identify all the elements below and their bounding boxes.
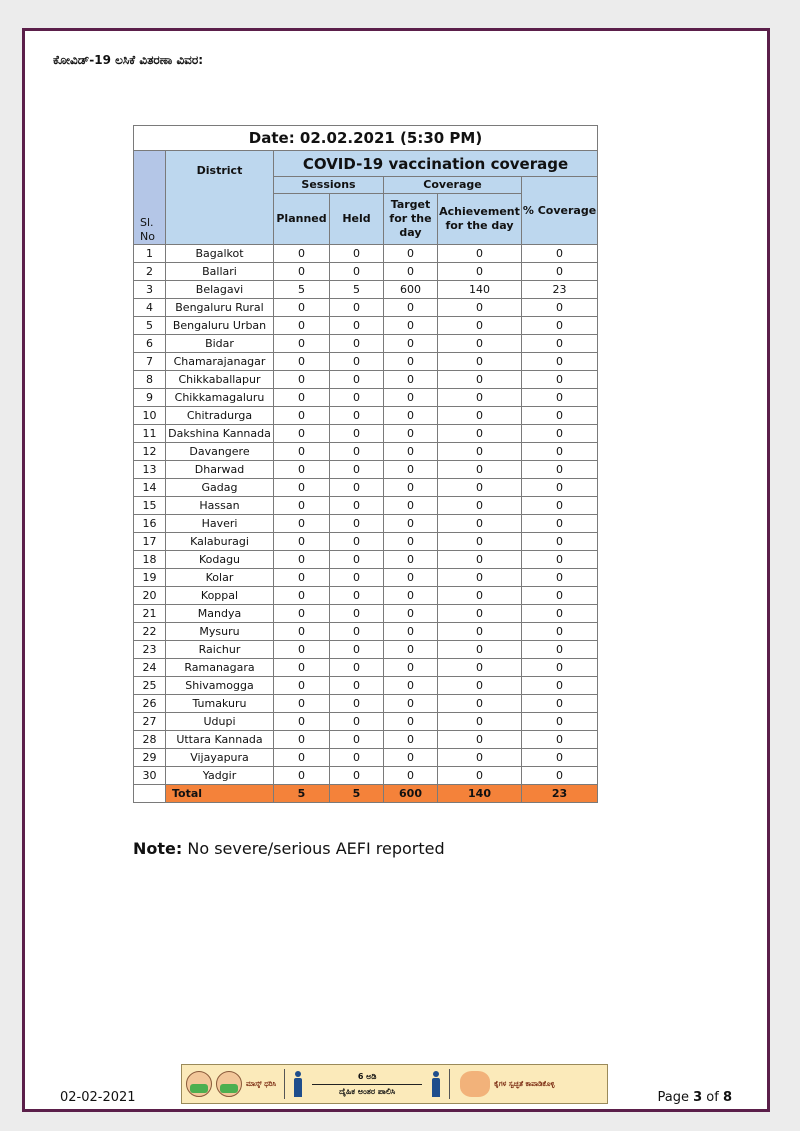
- total-pct: 23: [522, 785, 598, 803]
- table-row: [134, 389, 598, 407]
- table-row: [134, 407, 598, 425]
- coverage-header: Coverage: [384, 177, 522, 194]
- row-district: Chikkaballapur: [166, 371, 274, 389]
- row-sl-no: 20: [134, 587, 166, 605]
- masked-face-icon: [216, 1071, 242, 1097]
- row-pct: 0: [522, 497, 598, 515]
- row-achievement: 0: [438, 749, 522, 767]
- table-row: [134, 461, 598, 479]
- row-pct: 0: [522, 425, 598, 443]
- row-planned: 0: [274, 695, 330, 713]
- row-planned: 0: [274, 299, 330, 317]
- row-district: Yadgir: [166, 767, 274, 785]
- row-pct: 0: [522, 659, 598, 677]
- row-target: 0: [384, 299, 438, 317]
- row-district: Bagalkot: [166, 245, 274, 263]
- row-held: 0: [330, 767, 384, 785]
- row-held: 0: [330, 371, 384, 389]
- row-district: Dakshina Kannada: [166, 425, 274, 443]
- row-pct: 0: [522, 533, 598, 551]
- note-label: Note:: [133, 839, 183, 858]
- vaccination-table: [133, 125, 598, 803]
- row-achievement: 0: [438, 605, 522, 623]
- row-sl-no: 30: [134, 767, 166, 785]
- row-target: 0: [384, 587, 438, 605]
- row-pct: 0: [522, 461, 598, 479]
- row-planned: 0: [274, 641, 330, 659]
- row-held: 5: [330, 281, 384, 299]
- row-pct: 0: [522, 749, 598, 767]
- person-icon: [293, 1071, 303, 1097]
- row-sl-no: 19: [134, 569, 166, 587]
- row-held: 0: [330, 245, 384, 263]
- row-target: 0: [384, 371, 438, 389]
- row-achievement: 0: [438, 407, 522, 425]
- table-row: [134, 425, 598, 443]
- row-target: 0: [384, 497, 438, 515]
- row-sl-no: 10: [134, 407, 166, 425]
- safety-banner: [181, 1064, 608, 1104]
- row-district: Mandya: [166, 605, 274, 623]
- row-target: 0: [384, 407, 438, 425]
- row-target: 0: [384, 767, 438, 785]
- hygiene-segment: [454, 1065, 559, 1103]
- sessions-header: Sessions: [274, 177, 384, 194]
- row-target: 0: [384, 443, 438, 461]
- row-sl-no: 1: [134, 245, 166, 263]
- row-achievement: 0: [438, 677, 522, 695]
- row-target: 0: [384, 335, 438, 353]
- row-sl-no: 6: [134, 335, 166, 353]
- row-target: 0: [384, 749, 438, 767]
- row-pct: 23: [522, 281, 598, 299]
- row-district: Ramanagara: [166, 659, 274, 677]
- row-pct: 0: [522, 713, 598, 731]
- row-sl-no: 24: [134, 659, 166, 677]
- planned-header: Planned: [274, 194, 330, 245]
- date-title: Date: 02.02.2021 (5:30 PM): [134, 126, 598, 151]
- pct-coverage-header: % Coverage: [522, 177, 598, 245]
- table-row: [134, 245, 598, 263]
- row-held: 0: [330, 641, 384, 659]
- row-target: 0: [384, 533, 438, 551]
- document-page: [22, 28, 770, 1112]
- row-planned: 0: [274, 767, 330, 785]
- row-target: 0: [384, 569, 438, 587]
- row-sl-no: 15: [134, 497, 166, 515]
- row-held: 0: [330, 425, 384, 443]
- hand-wash-icon: [460, 1071, 490, 1097]
- table-row: [134, 479, 598, 497]
- row-planned: 0: [274, 461, 330, 479]
- document-heading: ಕೋವಿಡ್-19 ಲಸಿಕೆ ವಿತರಣಾ ವಿವರ:: [53, 53, 204, 67]
- sl-no-header: Sl. No: [134, 151, 166, 245]
- row-district: Haveri: [166, 515, 274, 533]
- row-sl-no: 29: [134, 749, 166, 767]
- row-sl-no: 22: [134, 623, 166, 641]
- table-row: [134, 713, 598, 731]
- coverage-title: COVID-19 vaccination coverage: [274, 151, 598, 177]
- row-pct: 0: [522, 677, 598, 695]
- row-achievement: 0: [438, 641, 522, 659]
- row-planned: 0: [274, 371, 330, 389]
- row-district: Shivamogga: [166, 677, 274, 695]
- row-target: 0: [384, 677, 438, 695]
- row-pct: 0: [522, 479, 598, 497]
- row-pct: 0: [522, 569, 598, 587]
- table-row: [134, 497, 598, 515]
- district-header: District: [166, 151, 274, 245]
- row-district: Uttara Kannada: [166, 731, 274, 749]
- row-held: 0: [330, 479, 384, 497]
- row-held: 0: [330, 605, 384, 623]
- row-district: Belagavi: [166, 281, 274, 299]
- row-achievement: 0: [438, 551, 522, 569]
- total-blank: [134, 785, 166, 803]
- table-row: [134, 569, 598, 587]
- row-sl-no: 13: [134, 461, 166, 479]
- row-sl-no: 27: [134, 713, 166, 731]
- row-district: Chitradurga: [166, 407, 274, 425]
- table-row: [134, 317, 598, 335]
- row-planned: 5: [274, 281, 330, 299]
- row-held: 0: [330, 569, 384, 587]
- row-held: 0: [330, 749, 384, 767]
- row-target: 0: [384, 479, 438, 497]
- row-held: 0: [330, 515, 384, 533]
- total-planned: 5: [274, 785, 330, 803]
- row-held: 0: [330, 263, 384, 281]
- table-row: [134, 695, 598, 713]
- row-district: Bidar: [166, 335, 274, 353]
- row-achievement: 0: [438, 425, 522, 443]
- row-pct: 0: [522, 587, 598, 605]
- row-target: 0: [384, 641, 438, 659]
- row-sl-no: 26: [134, 695, 166, 713]
- row-target: 0: [384, 623, 438, 641]
- table-row: [134, 281, 598, 299]
- row-pct: 0: [522, 407, 598, 425]
- row-sl-no: 12: [134, 443, 166, 461]
- row-district: Bengaluru Rural: [166, 299, 274, 317]
- hygiene-text: ಕೈಗಳ ಸ್ವಚ್ಛತೆ ಕಾಪಾಡಿಕೊಳ್ಳಿ: [494, 1080, 555, 1088]
- row-pct: 0: [522, 317, 598, 335]
- row-achievement: 0: [438, 245, 522, 263]
- achievement-header: Achievement for the day: [438, 194, 522, 245]
- row-planned: 0: [274, 245, 330, 263]
- row-district: Mysuru: [166, 623, 274, 641]
- row-district: Kodagu: [166, 551, 274, 569]
- row-district: Dharwad: [166, 461, 274, 479]
- row-pct: 0: [522, 605, 598, 623]
- row-district: Raichur: [166, 641, 274, 659]
- row-achievement: 0: [438, 767, 522, 785]
- row-held: 0: [330, 713, 384, 731]
- row-achievement: 0: [438, 461, 522, 479]
- table-row: [134, 605, 598, 623]
- row-held: 0: [330, 407, 384, 425]
- row-held: 0: [330, 587, 384, 605]
- row-district: Ballari: [166, 263, 274, 281]
- target-header: Target for the day: [384, 194, 438, 245]
- row-district: Bengaluru Urban: [166, 317, 274, 335]
- row-planned: 0: [274, 425, 330, 443]
- row-achievement: 0: [438, 515, 522, 533]
- row-achievement: 0: [438, 587, 522, 605]
- row-target: 0: [384, 425, 438, 443]
- row-sl-no: 7: [134, 353, 166, 371]
- row-planned: 0: [274, 587, 330, 605]
- row-achievement: 0: [438, 497, 522, 515]
- table-row: [134, 767, 598, 785]
- masked-face-icon: [186, 1071, 212, 1097]
- row-planned: 0: [274, 389, 330, 407]
- table-row: [134, 299, 598, 317]
- row-pct: 0: [522, 767, 598, 785]
- row-achievement: 0: [438, 695, 522, 713]
- row-held: 0: [330, 443, 384, 461]
- row-achievement: 0: [438, 299, 522, 317]
- table-row: [134, 263, 598, 281]
- row-sl-no: 2: [134, 263, 166, 281]
- row-district: Udupi: [166, 713, 274, 731]
- table-row: [134, 551, 598, 569]
- note-text: No severe/serious AEFI reported: [182, 839, 445, 858]
- mask-segment: [182, 1065, 280, 1103]
- total-label: Total: [166, 785, 274, 803]
- row-pct: 0: [522, 389, 598, 407]
- row-target: 0: [384, 515, 438, 533]
- row-held: 0: [330, 731, 384, 749]
- table-body: [134, 245, 598, 785]
- double-arrow-icon: [312, 1084, 422, 1085]
- row-pct: 0: [522, 695, 598, 713]
- table-row: [134, 731, 598, 749]
- row-sl-no: 28: [134, 731, 166, 749]
- row-held: 0: [330, 317, 384, 335]
- row-pct: 0: [522, 443, 598, 461]
- row-achievement: 0: [438, 263, 522, 281]
- row-planned: 0: [274, 317, 330, 335]
- row-district: Tumakuru: [166, 695, 274, 713]
- mask-text: ಮಾಸ್ಕ್ ಧರಿಸಿ: [246, 1080, 277, 1088]
- person-icon: [431, 1071, 441, 1097]
- table-row: [134, 353, 598, 371]
- total-held: 5: [330, 785, 384, 803]
- row-planned: 0: [274, 335, 330, 353]
- row-pct: 0: [522, 353, 598, 371]
- table-row: [134, 659, 598, 677]
- row-pct: 0: [522, 623, 598, 641]
- distance-top-text: 6 ಅಡಿ: [357, 1071, 377, 1081]
- distance-bottom-text: ದೈಹಿಕ ಅಂತರ ಪಾಲಿಸಿ: [339, 1086, 396, 1096]
- row-planned: 0: [274, 659, 330, 677]
- row-pct: 0: [522, 551, 598, 569]
- row-district: Chamarajanagar: [166, 353, 274, 371]
- row-achievement: 0: [438, 479, 522, 497]
- row-achievement: 0: [438, 389, 522, 407]
- row-planned: 0: [274, 479, 330, 497]
- row-held: 0: [330, 695, 384, 713]
- row-target: 0: [384, 695, 438, 713]
- row-sl-no: 11: [134, 425, 166, 443]
- row-achievement: 0: [438, 335, 522, 353]
- row-sl-no: 18: [134, 551, 166, 569]
- row-district: Gadag: [166, 479, 274, 497]
- table-row: [134, 587, 598, 605]
- row-district: Kolar: [166, 569, 274, 587]
- row-pct: 0: [522, 245, 598, 263]
- row-achievement: 140: [438, 281, 522, 299]
- row-achievement: 0: [438, 569, 522, 587]
- row-planned: 0: [274, 407, 330, 425]
- row-planned: 0: [274, 731, 330, 749]
- row-planned: 0: [274, 713, 330, 731]
- row-planned: 0: [274, 677, 330, 695]
- row-pct: 0: [522, 263, 598, 281]
- row-sl-no: 23: [134, 641, 166, 659]
- row-achievement: 0: [438, 353, 522, 371]
- held-header: Held: [330, 194, 384, 245]
- row-achievement: 0: [438, 317, 522, 335]
- row-planned: 0: [274, 443, 330, 461]
- row-sl-no: 3: [134, 281, 166, 299]
- row-pct: 0: [522, 371, 598, 389]
- row-target: 0: [384, 389, 438, 407]
- row-planned: 0: [274, 551, 330, 569]
- row-planned: 0: [274, 533, 330, 551]
- row-held: 0: [330, 389, 384, 407]
- row-planned: 0: [274, 515, 330, 533]
- row-held: 0: [330, 533, 384, 551]
- total-row: [134, 785, 598, 803]
- row-pct: 0: [522, 515, 598, 533]
- row-achievement: 0: [438, 659, 522, 677]
- row-target: 0: [384, 659, 438, 677]
- distance-segment: [289, 1065, 445, 1103]
- row-sl-no: 8: [134, 371, 166, 389]
- row-held: 0: [330, 551, 384, 569]
- row-pct: 0: [522, 299, 598, 317]
- row-planned: 0: [274, 623, 330, 641]
- row-district: Chikkamagaluru: [166, 389, 274, 407]
- row-held: 0: [330, 299, 384, 317]
- row-district: Koppal: [166, 587, 274, 605]
- row-target: 0: [384, 353, 438, 371]
- row-target: 600: [384, 281, 438, 299]
- row-sl-no: 21: [134, 605, 166, 623]
- table-row: [134, 677, 598, 695]
- row-sl-no: 16: [134, 515, 166, 533]
- row-achievement: 0: [438, 443, 522, 461]
- total-achievement: 140: [438, 785, 522, 803]
- row-district: Vijayapura: [166, 749, 274, 767]
- row-held: 0: [330, 623, 384, 641]
- banner-divider: [449, 1069, 450, 1099]
- table-row: [134, 515, 598, 533]
- row-pct: 0: [522, 641, 598, 659]
- row-planned: 0: [274, 497, 330, 515]
- row-target: 0: [384, 317, 438, 335]
- row-district: Kalaburagi: [166, 533, 274, 551]
- row-achievement: 0: [438, 713, 522, 731]
- row-planned: 0: [274, 263, 330, 281]
- table-row: [134, 443, 598, 461]
- row-achievement: 0: [438, 533, 522, 551]
- row-sl-no: 4: [134, 299, 166, 317]
- table-row: [134, 623, 598, 641]
- row-target: 0: [384, 605, 438, 623]
- row-district: Davangere: [166, 443, 274, 461]
- row-pct: 0: [522, 335, 598, 353]
- row-held: 0: [330, 659, 384, 677]
- row-target: 0: [384, 713, 438, 731]
- page-number: Page 3 of 8: [657, 1090, 732, 1105]
- row-sl-no: 5: [134, 317, 166, 335]
- row-planned: 0: [274, 605, 330, 623]
- table-row: [134, 533, 598, 551]
- row-achievement: 0: [438, 623, 522, 641]
- table-row: [134, 641, 598, 659]
- row-pct: 0: [522, 731, 598, 749]
- row-held: 0: [330, 353, 384, 371]
- footer-date: 02-02-2021: [60, 1090, 136, 1105]
- row-target: 0: [384, 461, 438, 479]
- row-sl-no: 9: [134, 389, 166, 407]
- row-planned: 0: [274, 569, 330, 587]
- table-row: [134, 335, 598, 353]
- row-sl-no: 25: [134, 677, 166, 695]
- row-sl-no: 14: [134, 479, 166, 497]
- row-planned: 0: [274, 749, 330, 767]
- row-sl-no: 17: [134, 533, 166, 551]
- banner-divider: [284, 1069, 285, 1099]
- row-held: 0: [330, 335, 384, 353]
- row-held: 0: [330, 677, 384, 695]
- row-achievement: 0: [438, 371, 522, 389]
- row-target: 0: [384, 551, 438, 569]
- row-held: 0: [330, 461, 384, 479]
- note: [133, 839, 445, 858]
- row-target: 0: [384, 731, 438, 749]
- row-held: 0: [330, 497, 384, 515]
- row-planned: 0: [274, 353, 330, 371]
- row-target: 0: [384, 245, 438, 263]
- table-row: [134, 749, 598, 767]
- row-target: 0: [384, 263, 438, 281]
- total-target: 600: [384, 785, 438, 803]
- row-achievement: 0: [438, 731, 522, 749]
- row-district: Hassan: [166, 497, 274, 515]
- table-row: [134, 371, 598, 389]
